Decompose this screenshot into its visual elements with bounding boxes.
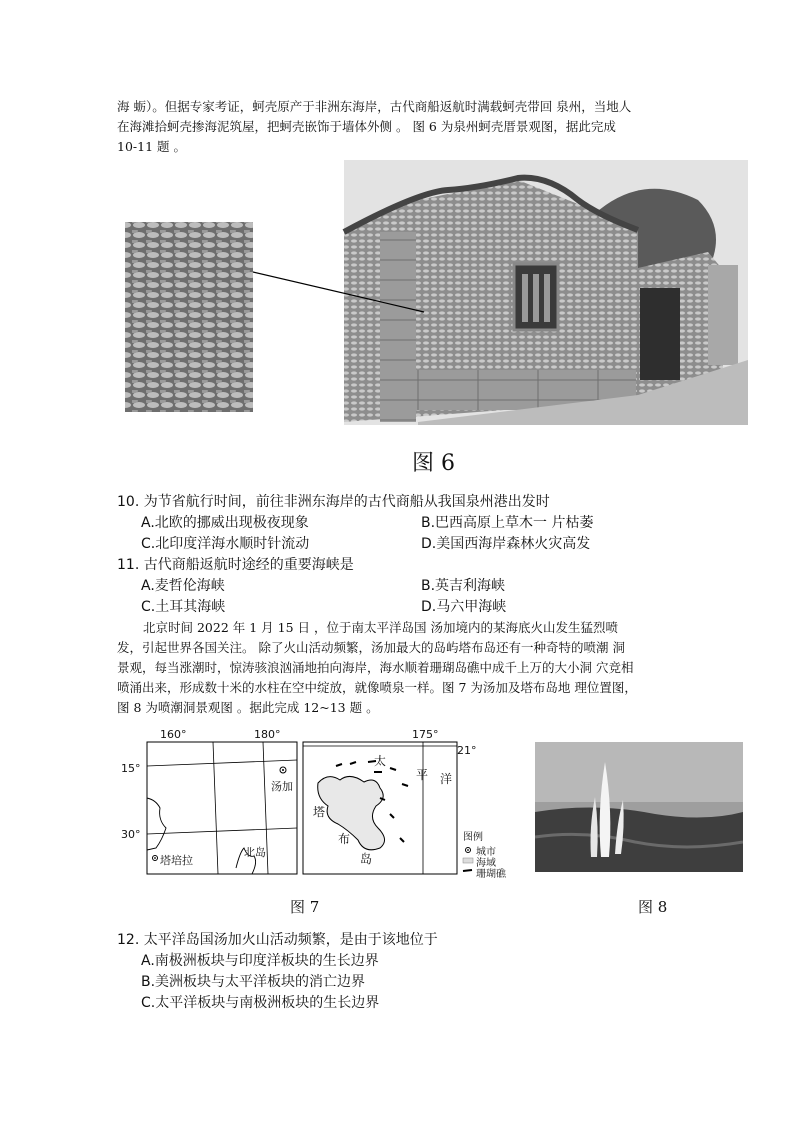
- question-12-option-c: C.太平洋板块与南极洲板块的生长边界: [141, 995, 380, 1011]
- map-label-dao: 岛: [360, 852, 373, 866]
- question-10-option-a: A.北欧的挪威出现极夜现象: [141, 515, 309, 531]
- question-10: [117, 492, 757, 512]
- blowhole-photo: [535, 742, 743, 872]
- map-label-160: 160°: [160, 728, 187, 741]
- intro-line-1: 海 蛎）。但据专家考证，蚵壳原产于非洲东海岸，古代商船返航时满载蚵壳带回 泉州，当地人: [117, 99, 632, 114]
- map-label-bu: 布: [338, 832, 351, 846]
- figure-7: [118, 728, 538, 878]
- map-label-175: 175°: [412, 728, 439, 741]
- figure-6-photos: [118, 160, 748, 428]
- legend-title: 图例: [463, 832, 483, 843]
- question-12-option-a: A.南极洲板块与印度洋板块的生长边界: [141, 953, 379, 969]
- intro2-line-1: 北京时间 2022 年 1 月 15 日 ，位于南太平洋岛国 汤加境内的某海底火山发生猛烈喷: [143, 620, 618, 635]
- map-label-ta: 塔: [313, 805, 326, 819]
- question-10-option-c: C.北印度洋海水顺时针流动: [141, 536, 310, 552]
- question-11-option-d: D.马六甲海峡: [421, 599, 507, 615]
- map-label-ping: 平: [416, 768, 429, 782]
- figure-8: [535, 742, 743, 872]
- intro-paragraph: [117, 97, 757, 157]
- legend-sea: 海域: [476, 858, 496, 869]
- intro2-line-5: 图 8 为喷潮洞景观图 。据此完成 12~13 题 。: [117, 700, 379, 715]
- intro2-line-3: 景观，每当涨潮时，惊涛骇浪汹涌地拍向海岸，海水顺着珊瑚岛礁中成千上万的大小洞 穴竞相: [117, 660, 634, 675]
- map-label-30: 30°: [121, 828, 141, 841]
- map-label-yang: 洋: [440, 772, 453, 786]
- question-11-stem: 11. 古代商船返航时途经的重要海峡是: [117, 557, 354, 573]
- question-12-option-b: B.美洲板块与太平洋板块的消亡边界: [141, 974, 366, 990]
- intro2-paragraph: [117, 618, 757, 718]
- question-11-option-a: A.麦哲伦海峡: [141, 578, 225, 594]
- figure-7-caption: 图 7: [290, 898, 320, 916]
- map-label-21: 21°: [457, 744, 477, 757]
- map-label-15: 15°: [121, 762, 141, 775]
- legend-reef: 珊瑚礁: [476, 869, 506, 880]
- map-label-tonga: 汤加: [271, 780, 293, 793]
- question-10-option-d: D.美国西海岸森林火灾高发: [421, 536, 591, 552]
- figure-6-caption: 图 6: [412, 451, 455, 476]
- legend-city: 城市: [476, 847, 496, 858]
- question-11-option-c: C.土耳其海峡: [141, 599, 226, 615]
- question-10-stem: 10. 为节省航行时间，前往非洲东海岸的古代商船从我国泉州港出发时: [117, 494, 550, 510]
- question-10-option-b: B.巴西高原上草木一 片枯萎: [421, 515, 594, 531]
- map-label-tai: 太: [374, 754, 387, 768]
- intro-line-2: 在海滩拾蚵壳掺海泥筑屋，把蚵壳嵌饰于墙体外侧 。 图 6 为泉州蚵壳厝景观图，据此完成: [117, 119, 616, 134]
- intro2-line-4: 喷涌出来，形成数十米的水柱在空中绽放，就像喷泉一样。图 7 为汤加及塔布岛地 理位置图，: [117, 680, 637, 695]
- figure-6: [118, 160, 748, 428]
- intro2-line-2: 发，引起世界各国关注。 除了火山活动频繁，汤加最大的岛屿塔布岛还有一种奇特的喷潮 洞: [117, 640, 625, 655]
- figure-8-caption: 图 8: [638, 898, 668, 916]
- intro-line-3: 10-11 题 。: [117, 139, 186, 154]
- map-label-180: 180°: [254, 728, 281, 741]
- shell-closeup-photo: [125, 222, 253, 412]
- question-11-option-b: B.英吉利海峡: [421, 578, 506, 594]
- map-label-north-island: 北岛: [244, 846, 266, 859]
- map-label-city: 塔培拉: [160, 854, 193, 867]
- question-12-stem: 12. 太平洋岛国汤加火山活动频繁，是由于该地位于: [117, 932, 438, 948]
